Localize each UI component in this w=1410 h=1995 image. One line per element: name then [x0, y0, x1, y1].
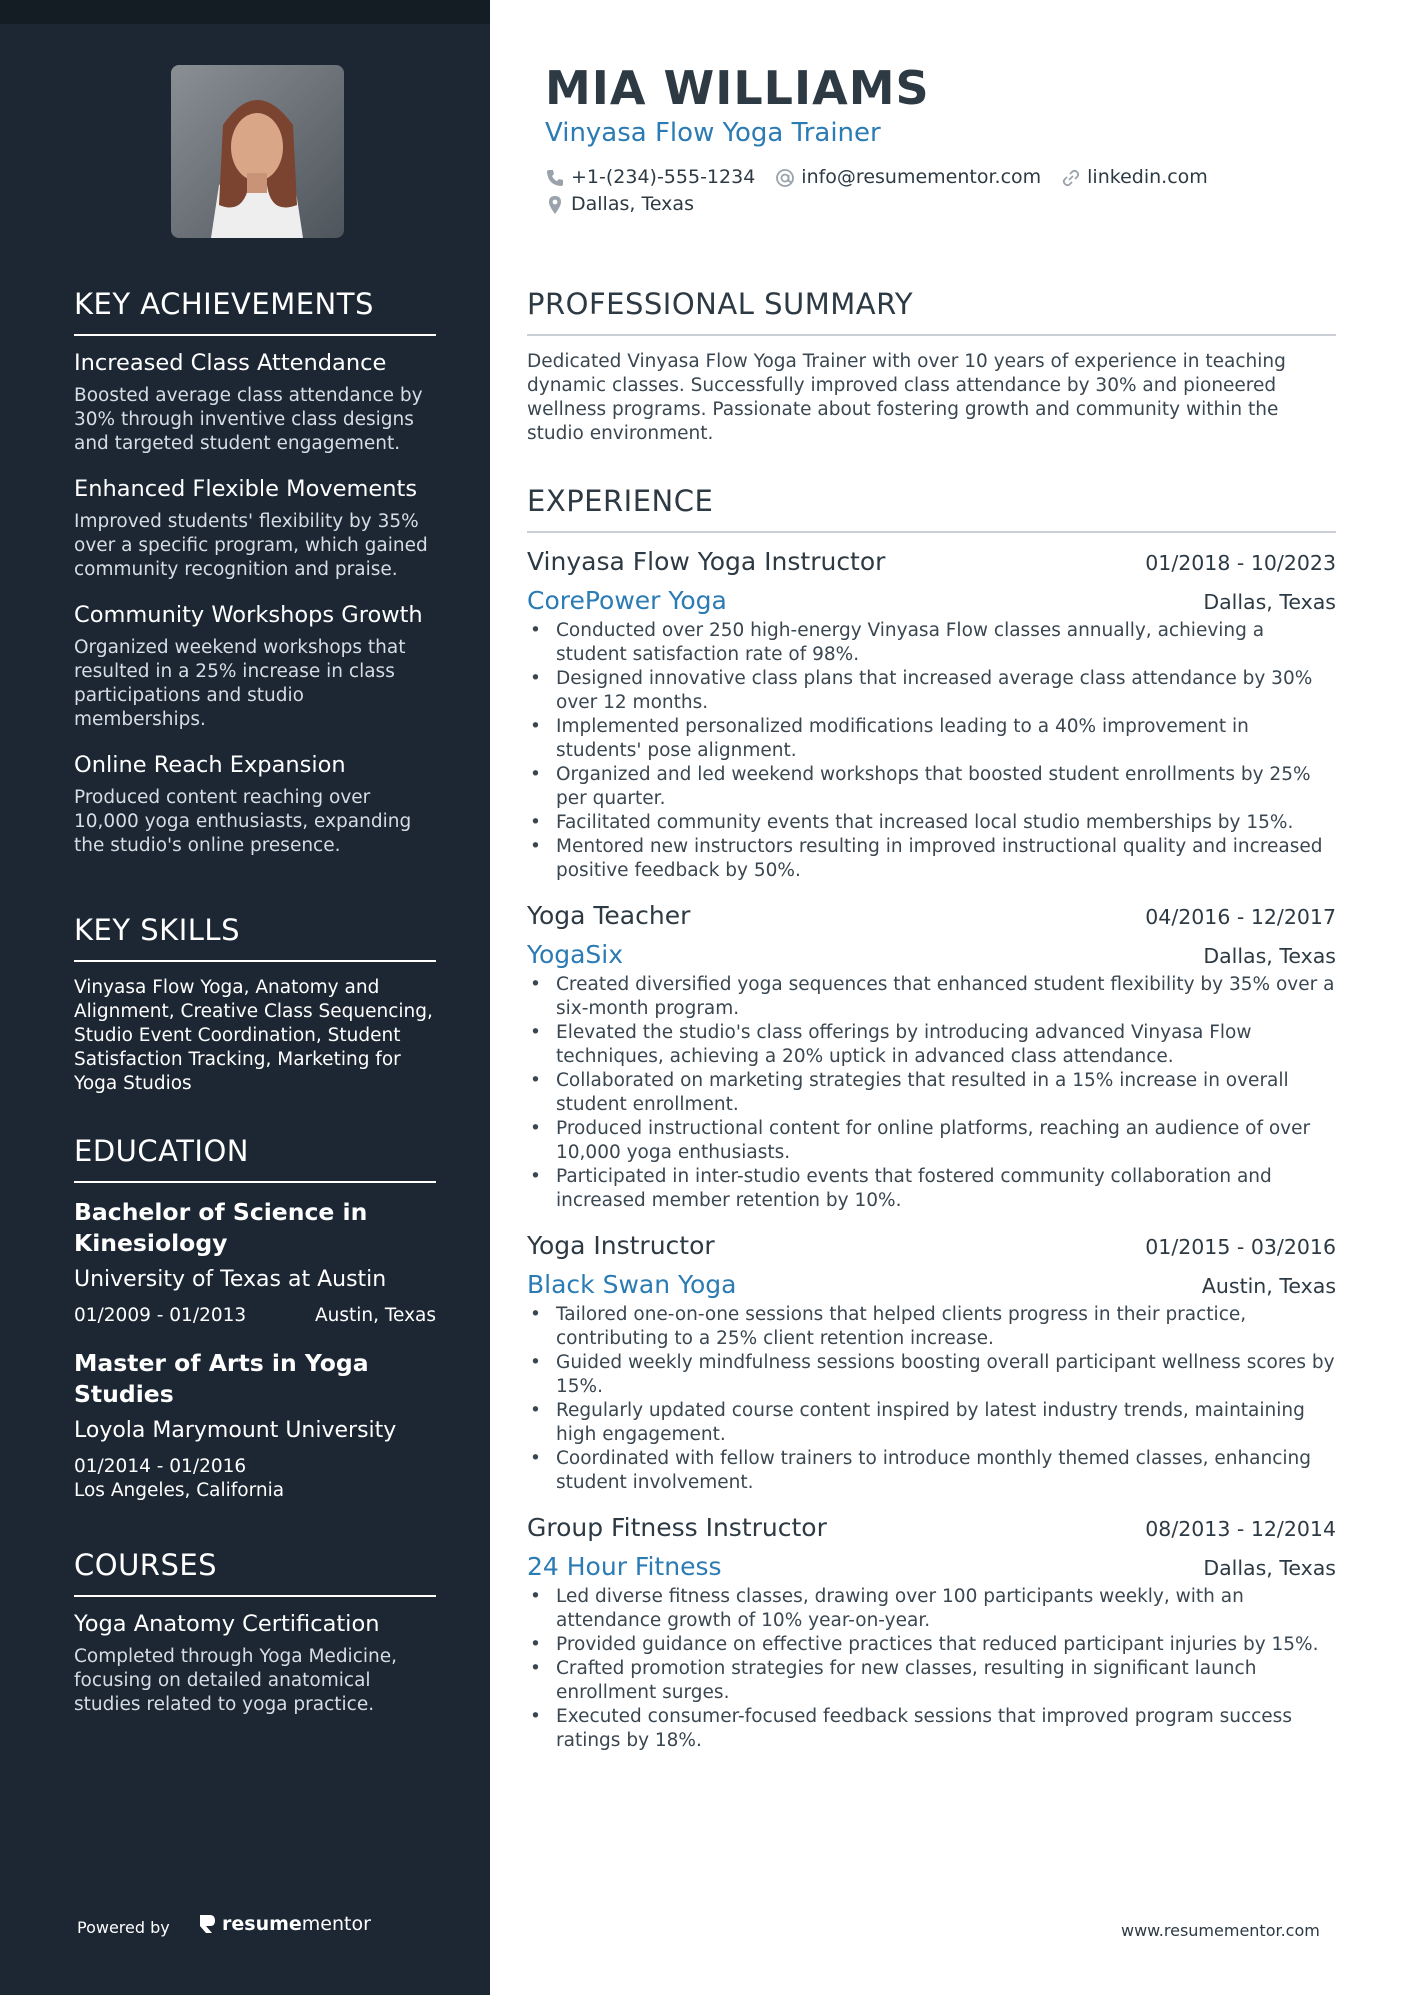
achievement-description: Organized weekend workshops that resulted in a 25% increase in class participations and studio memberships.: [74, 637, 406, 730]
job-bullet: • Provided guidance on effective practices that reduced participant injuries by 15%.: [527, 1633, 1336, 1657]
linkedin-text: linkedin.com: [1087, 166, 1208, 188]
job-bullet: • Organized and led weekend workshops that boosted student enrollments by 25% per quarter.: [527, 763, 1336, 811]
profile-photo: [171, 65, 344, 238]
email-text: info@resumementor.com: [801, 166, 1042, 188]
course-title: Yoga Anatomy Certification: [74, 1611, 380, 1637]
location-text: Dallas, Texas: [571, 193, 694, 215]
job-bullet: • Tailored one-on-one sessions that helped clients progress in their practice, contributing to a 25% client retention increase.: [527, 1303, 1336, 1351]
achievement-item: [74, 350, 436, 456]
education-location: Los Angeles, California: [74, 1480, 285, 1501]
job-role: Yoga Teacher: [527, 901, 691, 930]
sidebar-top-strip: [0, 0, 490, 24]
education-location: Austin, Texas: [314, 1305, 436, 1326]
achievement-description: Improved students' flexibility by 35% over a specific program, which gained community recognition and praise.: [74, 511, 428, 580]
job-bullet: • Implemented personalized modifications leading to a 40% improvement in students' pose alignment.: [527, 715, 1336, 763]
education-item: [74, 1197, 436, 1328]
courses-heading: COURSES: [74, 1548, 436, 1597]
job-bullet: • Facilitated community events that increased local studio memberships by 15%.: [527, 811, 1336, 835]
job-bullets: [527, 973, 1336, 1213]
brand-name-rest: mentor: [301, 1913, 371, 1935]
achievement-item: [74, 602, 436, 732]
job-dates: 04/2016 - 12/2017: [1145, 905, 1336, 929]
job-company: 24 Hour Fitness: [527, 1552, 722, 1581]
resume-header: [545, 60, 1345, 218]
linkedin-contact[interactable]: [1061, 164, 1208, 191]
powered-by-label: Powered by: [77, 1918, 170, 1937]
job-location: Dallas, Texas: [1203, 1556, 1336, 1580]
key-achievements-section: [74, 287, 436, 878]
education-dates: 01/2009 - 01/2013: [74, 1305, 247, 1326]
education-degree: Bachelor of Science in Kinesiology: [74, 1198, 368, 1257]
job-entry: [527, 901, 1336, 1213]
job-entry: [527, 1513, 1336, 1753]
key-skills-section: [74, 913, 436, 1096]
job-bullet: • Mentored new instructors resulting in improved instructional quality and increased positive feedback by 50%.: [527, 835, 1336, 883]
education-section: [74, 1134, 436, 1523]
job-company: CorePower Yoga: [527, 586, 727, 615]
job-bullet: • Regularly updated course content inspired by latest industry trends, maintaining high engagement.: [527, 1399, 1336, 1447]
job-bullet: • Led diverse fitness classes, drawing over 100 participants weekly, with an attendance growth of 10% year-on-year.: [527, 1585, 1336, 1633]
education-school: University of Texas at Austin: [74, 1267, 387, 1292]
job-bullet: • Created diversified yoga sequences that enhanced student flexibility by 35% over a six-month program.: [527, 973, 1336, 1021]
job-company: YogaSix: [527, 940, 624, 969]
job-bullet: • Collaborated on marketing strategies that resulted in a 15% increase in overall student enrollment.: [527, 1069, 1336, 1117]
experience-heading: EXPERIENCE: [527, 484, 1336, 533]
job-location: Austin, Texas: [1201, 1274, 1336, 1298]
email-contact[interactable]: [775, 164, 1041, 191]
experience-section: [527, 484, 1336, 1771]
courses-section: [74, 1548, 436, 1737]
job-dates: 01/2018 - 10/2023: [1145, 551, 1336, 575]
job-bullets: [527, 1303, 1336, 1495]
phone-text: +1-(234)-555-1234: [571, 166, 756, 188]
job-entry: [527, 547, 1336, 883]
job-bullet: • Participated in inter-studio events that fostered community collaboration and increased member retention by 10%.: [527, 1165, 1336, 1213]
job-role: Group Fitness Instructor: [527, 1513, 827, 1542]
job-bullet: • Conducted over 250 high-energy Vinyasa Flow classes annually, achieving a student satisfaction rate of 98%.: [527, 619, 1336, 667]
sidebar: [0, 0, 490, 1995]
professional-summary-heading: PROFESSIONAL SUMMARY: [527, 287, 1336, 336]
summary-text: Dedicated Vinyasa Flow Yoga Trainer with over 10 years of experience in teaching dynamic classes. Successfully improved class attendance by 30% and pioneered wellness programs. Passionate about fostering growth and community within the studio environment.: [527, 351, 1286, 444]
phone-contact[interactable]: [545, 164, 755, 191]
job-location: Dallas, Texas: [1203, 590, 1336, 614]
phone-icon: [545, 168, 565, 188]
job-dates: 08/2013 - 12/2014: [1145, 1517, 1336, 1541]
job-bullet: • Executed consumer-focused feedback sessions that improved program success ratings by 18%.: [527, 1705, 1336, 1753]
job-bullet: • Designed innovative class plans that increased average class attendance by 30% over 12 months.: [527, 667, 1336, 715]
achievement-title: Enhanced Flexible Movements: [74, 476, 418, 502]
course-description: Completed through Yoga Medicine, focusing on detailed anatomical studies related to yoga practice.: [74, 1646, 398, 1715]
key-achievements-heading: KEY ACHIEVEMENTS: [74, 287, 436, 336]
candidate-title: Vinyasa Flow Yoga Trainer: [545, 118, 881, 148]
resumementor-logo-icon: [198, 1913, 216, 1935]
job-entry: [527, 1231, 1336, 1495]
education-school: Loyola Marymount University: [74, 1418, 397, 1443]
course-item: [74, 1611, 436, 1717]
location-pin-icon: [545, 195, 565, 215]
location-contact: [545, 191, 694, 218]
education-item: [74, 1348, 436, 1503]
job-bullets: [527, 1585, 1336, 1753]
achievement-item: [74, 476, 436, 582]
job-bullet: • Produced instructional content for online platforms, reaching an audience of over 10,000 yoga enthusiasts.: [527, 1117, 1336, 1165]
achievement-description: Boosted average class attendance by 30% through inventive class designs and targeted student engagement.: [74, 385, 423, 454]
education-dates: 01/2014 - 01/2016: [74, 1456, 247, 1477]
achievement-title: Online Reach Expansion: [74, 752, 346, 778]
professional-summary-section: [527, 287, 1336, 446]
job-bullet: • Coordinated with fellow trainers to introduce monthly themed classes, enhancing student involvement.: [527, 1447, 1336, 1495]
footer-website-link[interactable]: www.resumementor.com: [1121, 1921, 1320, 1940]
key-skills-heading: KEY SKILLS: [74, 913, 436, 962]
education-heading: EDUCATION: [74, 1134, 436, 1183]
achievement-description: Produced content reaching over 10,000 yoga enthusiasts, expanding the studio's online presence.: [74, 787, 412, 856]
job-bullets: [527, 619, 1336, 883]
brand-logo[interactable]: [198, 1913, 371, 1935]
education-degree: Master of Arts in Yoga Studies: [74, 1349, 369, 1408]
job-bullet: • Crafted promotion strategies for new classes, resulting in significant launch enrollment surges.: [527, 1657, 1336, 1705]
job-role: Vinyasa Flow Yoga Instructor: [527, 547, 886, 576]
job-company: Black Swan Yoga: [527, 1270, 737, 1299]
brand-name-bold: resume: [222, 1913, 302, 1935]
at-icon: [775, 168, 795, 188]
job-dates: 01/2015 - 03/2016: [1145, 1235, 1336, 1259]
achievement-title: Community Workshops Growth: [74, 602, 423, 628]
job-role: Yoga Instructor: [527, 1231, 715, 1260]
achievement-item: [74, 752, 436, 858]
achievement-title: Increased Class Attendance: [74, 350, 387, 376]
job-bullet: • Elevated the studio's class offerings by introducing advanced Vinyasa Flow techniques, achieving a 20% uptick in advanced class attendance.: [527, 1021, 1336, 1069]
job-location: Dallas, Texas: [1203, 944, 1336, 968]
candidate-name: MIA WILLIAMS: [545, 61, 930, 115]
skills-list: Vinyasa Flow Yoga, Anatomy and Alignment, Creative Class Sequencing, Studio Event Coordination, Student Satisfaction Tracking, Marketing for Yoga Studios: [74, 977, 433, 1094]
link-icon: [1061, 168, 1081, 188]
job-bullet: • Guided weekly mindfulness sessions boosting overall participant wellness scores by 15%.: [527, 1351, 1336, 1399]
